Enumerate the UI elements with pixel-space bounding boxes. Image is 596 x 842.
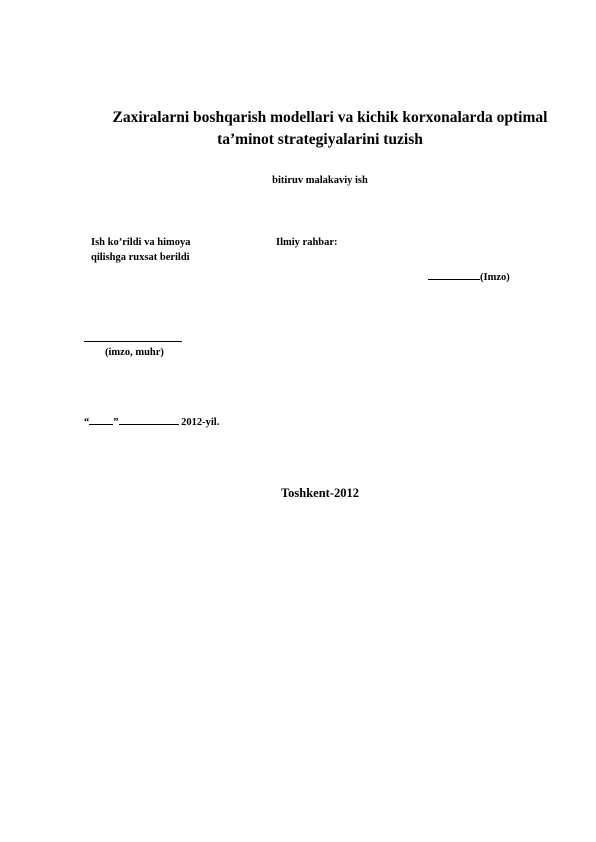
signature-blank (428, 269, 480, 280)
signature-label: (Imzo) (480, 272, 510, 283)
date-open-quote: “ (84, 417, 90, 428)
stamp-signature-blank (84, 341, 182, 342)
document-subtitle: bitiruv malakaviy ish (272, 175, 368, 186)
date-close-quote: ” (113, 417, 119, 428)
stamp-label: (imzo, muhr) (105, 347, 164, 358)
approval-text-line-2: qilishga ruxsat berildi (91, 252, 190, 263)
approval-text-line-1: Ish ko’rildi va himoya (91, 237, 191, 248)
document-title-line-1: Zaxiralarni boshqarish modellari va kichik korxonalarda optimal (112, 109, 548, 126)
month-blank (119, 414, 179, 425)
supervisor-label: Ilmiy rahbar: (276, 237, 338, 248)
day-blank (89, 414, 113, 425)
document-title-line-2: ta’minot strategiyalarini tuzish (217, 131, 423, 148)
city-year: Toshkent-2012 (280, 486, 360, 500)
date-line (84, 414, 219, 428)
supervisor-signature-line (428, 269, 510, 283)
date-year: 2012-yil. (178, 417, 220, 428)
